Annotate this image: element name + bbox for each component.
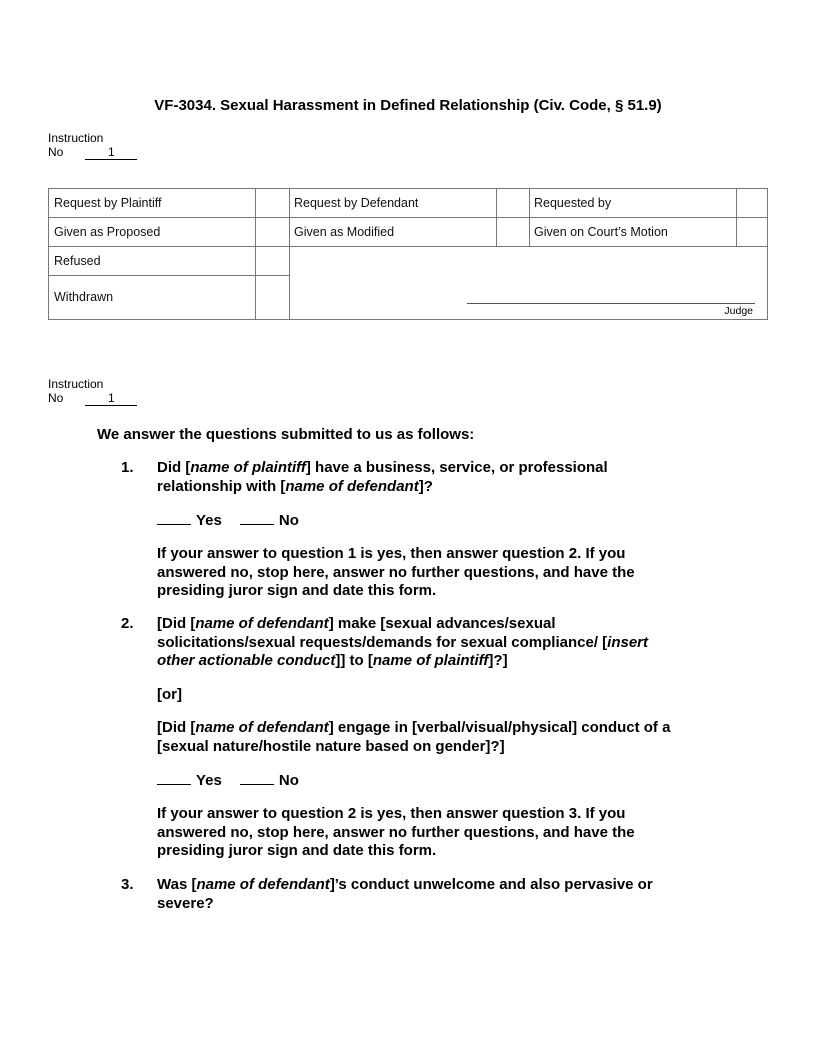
given-on-courts-motion-checkbox[interactable] bbox=[737, 218, 767, 246]
question-number: 1. bbox=[121, 459, 134, 476]
text-span: relationship with [ bbox=[157, 477, 286, 495]
text-span: severe? bbox=[157, 894, 214, 912]
instruction-number-block bbox=[48, 131, 137, 160]
table-divider bbox=[49, 217, 767, 218]
instruction-line: presiding juror sign and date this form. bbox=[157, 842, 437, 859]
or-separator: [or] bbox=[157, 686, 182, 703]
yes-label: Yes bbox=[196, 772, 222, 789]
text-span: [sexual nature/hostile nature based on gender]?] bbox=[157, 737, 505, 755]
question-number: 3. bbox=[121, 876, 134, 893]
requested-by-label: Requested by bbox=[534, 196, 612, 210]
question-3-text bbox=[157, 876, 737, 913]
text-span: ]] to [ bbox=[335, 652, 373, 669]
placeholder-text: name of defendant bbox=[285, 477, 419, 495]
request-by-plaintiff-label: Request by Plaintiff bbox=[54, 196, 162, 210]
text-span: Did [ bbox=[157, 459, 191, 476]
placeholder-text: name of defendant bbox=[195, 615, 329, 632]
placeholder-text: name of defendant bbox=[195, 719, 329, 736]
instruction-no-label: No bbox=[48, 391, 64, 405]
text-span: solicitations/sexual requests/demands for sexual compliance/ [ bbox=[157, 633, 608, 651]
instruction-number-field[interactable]: 1 bbox=[85, 392, 137, 406]
question-number: 2. bbox=[121, 615, 134, 632]
instruction-line: If your answer to question 2 is yes, then answer question 3. If you bbox=[157, 805, 626, 822]
document-title: VF-3034. Sexual Harassment in Defined Relationship (Civ. Code, § 51.9) bbox=[154, 97, 662, 114]
given-as-modified-label: Given as Modified bbox=[294, 225, 395, 239]
verdict-intro: We answer the questions submitted to us as follows: bbox=[97, 426, 475, 443]
no-answer-blank[interactable] bbox=[240, 770, 274, 785]
withdrawn-checkbox[interactable] bbox=[256, 276, 289, 319]
text-span: ]?] bbox=[488, 652, 508, 669]
text-span: [Did [ bbox=[157, 719, 196, 736]
table-divider bbox=[49, 275, 289, 276]
yes-label: Yes bbox=[196, 512, 222, 529]
text-span: ]’s conduct unwelcome and also pervasive or bbox=[329, 876, 653, 893]
question-1-instructions bbox=[157, 545, 737, 601]
instruction-number-field[interactable]: 1 bbox=[85, 146, 137, 160]
judge-label: Judge bbox=[724, 305, 753, 317]
instruction-line: answered no, stop here, answer no further questions, and have the bbox=[157, 563, 635, 581]
instruction-number-block bbox=[48, 377, 137, 406]
request-by-plaintiff-checkbox[interactable] bbox=[256, 189, 289, 217]
question-2-answer bbox=[157, 770, 299, 791]
placeholder-text: other actionable conduct bbox=[157, 652, 336, 669]
text-span: ] have a business, service, or professional bbox=[305, 459, 608, 476]
table-divider bbox=[529, 189, 530, 246]
no-label: No bbox=[278, 512, 299, 529]
disposition-table bbox=[48, 188, 768, 320]
instruction-line: answered no, stop here, answer no further questions, and have the bbox=[157, 823, 635, 841]
given-as-modified-checkbox[interactable] bbox=[497, 218, 529, 246]
placeholder-text: insert bbox=[607, 633, 649, 651]
text-span: ] make [sexual advances/sexual bbox=[328, 615, 556, 632]
question-1-answer bbox=[157, 510, 299, 531]
no-answer-blank[interactable] bbox=[240, 510, 274, 525]
instruction-label: Instruction bbox=[48, 377, 104, 391]
requested-by-checkbox[interactable] bbox=[737, 189, 767, 217]
withdrawn-label: Withdrawn bbox=[54, 290, 114, 304]
refused-label: Refused bbox=[54, 254, 101, 268]
instruction-line: If your answer to question 1 is yes, then answer question 2. If you bbox=[157, 545, 626, 562]
judge-signature-line[interactable] bbox=[467, 303, 755, 304]
request-by-defendant-checkbox[interactable] bbox=[497, 189, 529, 217]
request-by-defendant-label: Request by Defendant bbox=[294, 196, 419, 210]
text-span: ] engage in [verbal/visual/physical] conduct of a bbox=[328, 719, 671, 736]
instruction-label: Instruction bbox=[48, 131, 104, 145]
no-label: No bbox=[278, 772, 299, 789]
placeholder-text: name of defendant bbox=[196, 876, 330, 893]
instruction-line: presiding juror sign and date this form. bbox=[157, 582, 437, 599]
yes-answer-blank[interactable] bbox=[157, 770, 191, 785]
given-as-proposed-checkbox[interactable] bbox=[256, 218, 289, 246]
question-1-text bbox=[157, 459, 737, 496]
refused-checkbox[interactable] bbox=[256, 247, 289, 275]
text-span: Was [ bbox=[157, 876, 197, 893]
table-divider bbox=[289, 189, 290, 319]
given-on-courts-motion-label: Given on Court’s Motion bbox=[534, 225, 668, 239]
question-2-alternative-2 bbox=[157, 719, 737, 756]
given-as-proposed-label: Given as Proposed bbox=[54, 225, 161, 239]
question-2-instructions bbox=[157, 805, 737, 861]
instruction-no-label: No bbox=[48, 145, 64, 159]
yes-answer-blank[interactable] bbox=[157, 510, 191, 525]
text-span: ]? bbox=[418, 477, 433, 495]
text-span: [Did [ bbox=[157, 615, 196, 632]
placeholder-text: name of plaintiff bbox=[190, 459, 306, 476]
question-2-alternative-1 bbox=[157, 615, 737, 671]
placeholder-text: name of plaintiff bbox=[372, 652, 489, 669]
table-divider bbox=[49, 246, 767, 247]
